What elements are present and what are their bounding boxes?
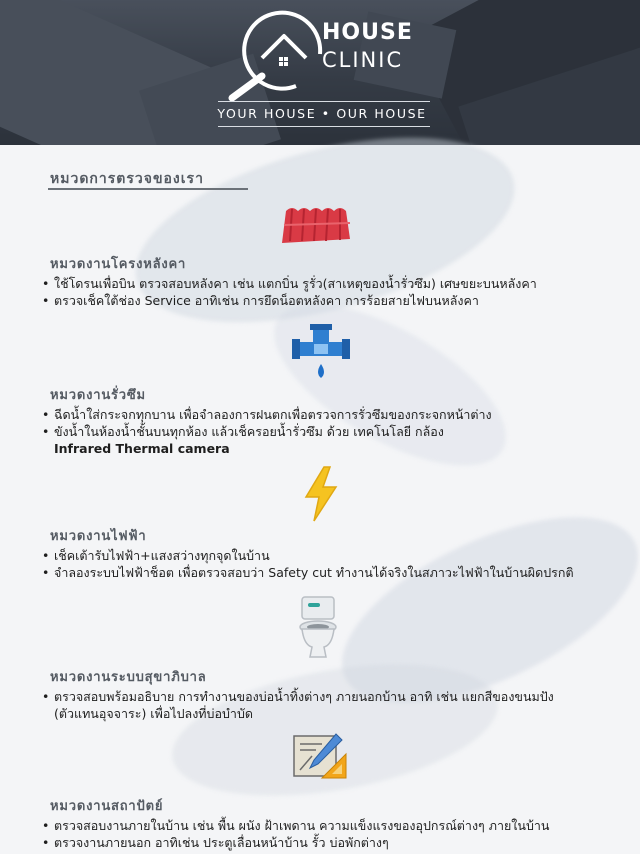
toilet-icon [296,595,340,661]
bullet-list-electrical [40,547,574,581]
continuation-text: Infrared Thermal camera [54,441,230,456]
list-item: • ขังน้ำในห้องน้ำชั้นบนทุกห้อง แล้วเช็ครอยน้ำรั่วซึม ด้วย เทคโนโลยี กล้อง [40,423,492,440]
brand-name-clinic: CLINIC [322,48,404,72]
section-title-electrical: หมวดงานไฟฟ้า [50,529,147,544]
list-item: • ฉีดน้ำใส่กระจกทุกบาน เพื่อจำลองการฝนตกเพื่อตรวจการรั่วซึมของกระจกหน้าต่าง [40,406,492,423]
divider [218,101,430,102]
section-title-architecture: หมวดงานสถาปัตย์ [50,799,164,814]
section-title-sanitation: หมวดงานระบบสุขาภิบาล [50,670,207,685]
section-title-roof: หมวดงานโครงหลังคา [50,257,187,272]
list-item: • ตรวจสอบงานภายในบ้าน เช่น พื้น ผนัง ฝ้าเพดาน ความแข็งแรงของอุปกรณ์ต่างๆ ภายในบ้าน [40,817,549,834]
list-item: • เช็คเต้ารับไฟฟ้า+แสงสว่างทุกจุดในบ้าน [40,547,574,564]
section-title-leak: หมวดงานรั่วซึม [50,388,146,403]
list-item: • จำลองระบบไฟฟ้าช็อต เพื่อตรวจสอบว่า Safety cut ทำงานได้จริงในสภาวะไฟฟ้าในบ้านผิดปรกติ [40,564,574,581]
roof-tiles-icon [282,205,354,247]
bullet-list-roof [40,275,537,309]
lightning-icon [302,465,340,523]
page-title: หมวดการตรวจของเรา [50,171,204,187]
list-item: • ตรวจงานภายนอก อาทิเช่น ประตูเลื่อนหน้าบ้าน รั้ว บ่อพักต่างๆ [40,834,549,851]
list-item: • ตรวจสอบพร้อมอธิบาย การทำงานของบ่อน้ำทิ้งต่างๆ ภายนอกบ้าน อาทิ เช่น แยกสีของขนมปัง [40,688,554,705]
bullet-list-leak [40,406,492,457]
blueprint-icon [292,730,348,784]
title-underline [48,188,248,190]
list-item-continuation: (ตัวแทนอุจจาระ) เพื่อไปลงที่บ่อบำบัด [54,706,253,721]
list-item: • ตรวจเช็คใต้ช่อง Service อาทิเช่น การยึดน็อตหลังคา การร้อยสายไฟบนหลังคา [40,292,537,309]
list-item: • ใช้โดรนเพื่อบิน ตรวจสอบหลังคา เช่น แตกบิ่น รูรั่ว(สาเหตุของน้ำรั่วซึม) เศษขยะบนหลังคา [40,275,537,292]
water-pipe-icon [290,322,352,384]
bullet-list-sanitation [40,688,554,722]
header-banner [0,0,640,145]
tagline: YOUR HOUSE • OUR HOUSE [217,106,427,121]
bullet-list-architecture [40,817,549,851]
brand-name-house: HOUSE [322,20,413,45]
list-item-continuation [40,440,492,457]
divider [218,126,430,127]
